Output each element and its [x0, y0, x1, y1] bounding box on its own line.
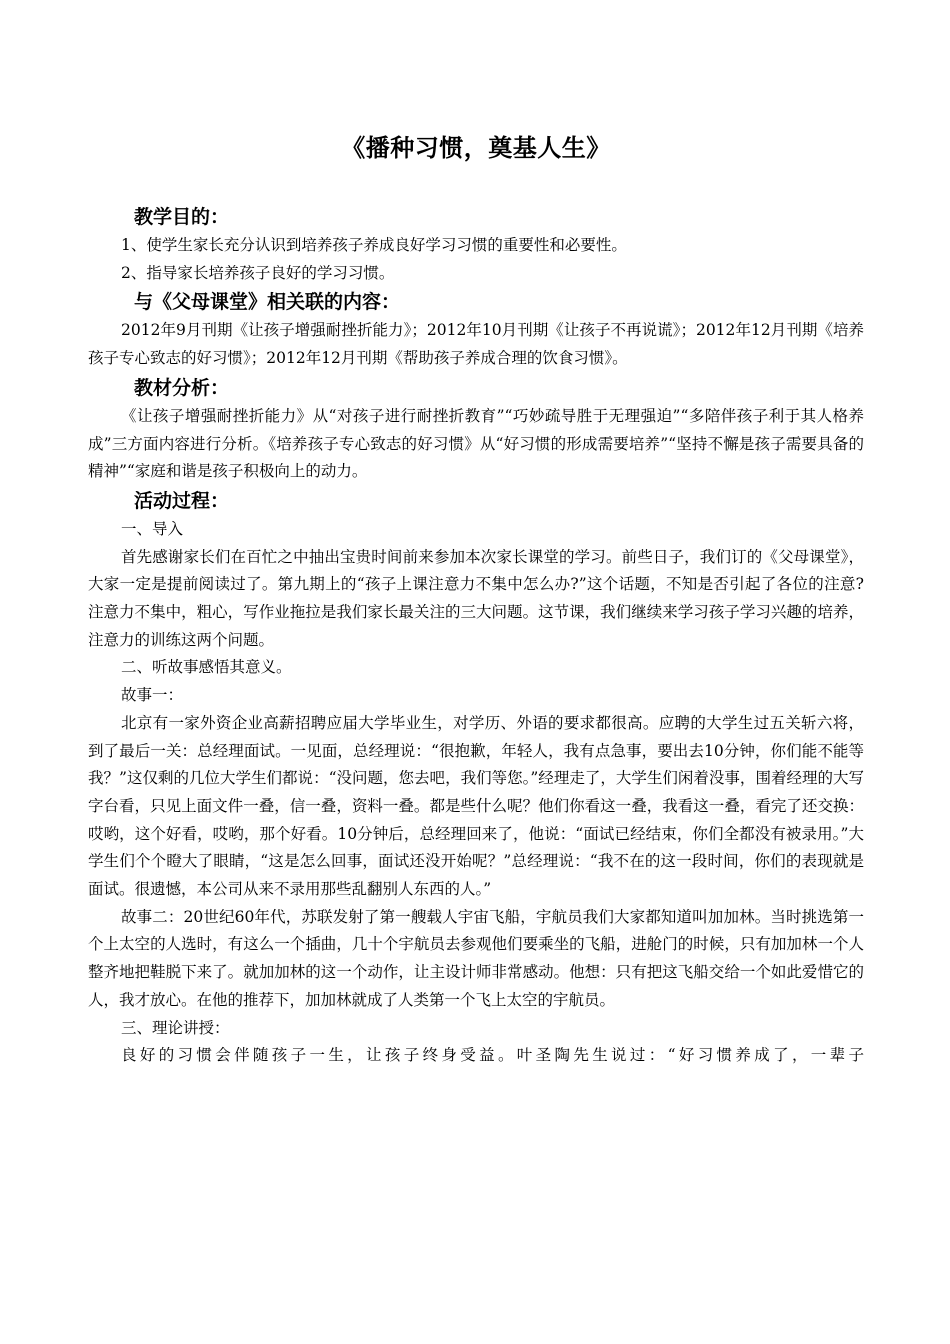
teaching-goal-item-2: 2、指导家长培养孩子良好的学习习惯。: [121, 263, 395, 282]
intro-text: 首先感谢家长们在百忙之中抽出宝贵时间前来参加本次家长课堂的学习。前些日子，我们订的《父母课堂》，大家一定是提前阅读过了。第九期上的“孩子上课注意力不集中怎么办?”这个话题，不知是否引起了各位的注意?注意力不集中，粗心，写作业拖拉是我们家长最关注的三大问题。这节课，我们继续来学习孩子学习兴趣的培养，注意力的训练这两个问题。: [88, 547, 864, 649]
document-body: [88, 202, 864, 1070]
activity-process-heading: 活动过程：: [134, 489, 230, 512]
theory-label: 三、理论讲授：: [121, 1018, 230, 1037]
story-one-label: 故事一：: [121, 686, 184, 705]
material-analysis-text: 《让孩子增强耐挫折能力》从“对孩子进行耐挫折教育”“巧妙疏导胜于无理强迫”“多陪伴孩子利于其人格养成”三方面内容进行分析。《培养孩子专心致志的好习惯》从“好习惯的形成需要培养”“坚持不懈是孩子需要具备的精神”“家庭和谐是孩子积极向上的动力。: [88, 406, 864, 481]
document-title: 《播种习惯，奠基人生》: [341, 134, 611, 162]
material-analysis-heading: 教材分析：: [134, 376, 230, 399]
intro-label: 一、导入: [121, 519, 184, 538]
story-two-text: 故事二：20世纪60年代，苏联发射了第一艘载人宇宙飞船，宇航员我们大家都知道叫加加林。当时挑选第一个上太空的人选时，有这么一个插曲，几十个宇航员去参观他们要乘坐的飞船，进舱门的时候，只有加加林一个人整齐地把鞋脱下来了。就加加林的这一个动作，让主设计师非常感动。他想：只有把这飞船交给一个如此爱惜它的人，我才放心。在他的推荐下，加加林就成了人类第一个飞上太空的宇航员。: [88, 907, 864, 1009]
teaching-goal-heading: 教学目的：: [134, 206, 230, 228]
story-section-label: 二、听故事感悟其意义。: [121, 658, 292, 677]
related-content-text: 2012年9月刊期《让孩子增强耐挫折能力》；2012年10月刊期《让孩子不再说谎》；2012年12月刊期《培养孩子专心致志的好习惯》；2012年12月刊期《帮助孩子养成合理的饮食习惯》。: [88, 321, 864, 368]
theory-text: 良好的习惯会伴随孩子一生，让孩子终身受益。叶圣陶先生说过：“好习惯养成了，一辈子: [121, 1046, 864, 1065]
teaching-goal-item-1: 1、使学生家长充分认识到培养孩子养成良好学习习惯的重要性和必要性。: [121, 236, 627, 254]
story-one-text: 北京有一家外资企业高薪招聘应届大学毕业生，对学历、外语的要求都很高。应聘的大学生过五关斩六将，到了最后一关：总经理面试。一见面，总经理说：“很抱歉，年轻人，我有点急事，要出去10分钟，你们能不能等我？”这仅剩的几位大学生们都说：“没问题，您去吧，我们等您。”经理走了，大学生们闲着没事，围着经理的大写字台看，只见上面文件一叠，信一叠，资料一叠。都是些什么呢？他们你看这一叠，我看这一叠，看完了还交换：哎哟，这个好看，哎哟，那个好看。10分钟后，总经理回来了，他说：“面试已经结束，你们全都没有被录用。”大学生们个个瞪大了眼睛，“这是怎么回事，面试还没开始呢？”总经理说：“我不在的这一段时间，你们的表现就是面试。很遗憾，本公司从来不录用那些乱翻别人东西的人。”: [88, 713, 864, 899]
related-content-heading: 与《父母课堂》相关联的内容：: [134, 291, 401, 314]
